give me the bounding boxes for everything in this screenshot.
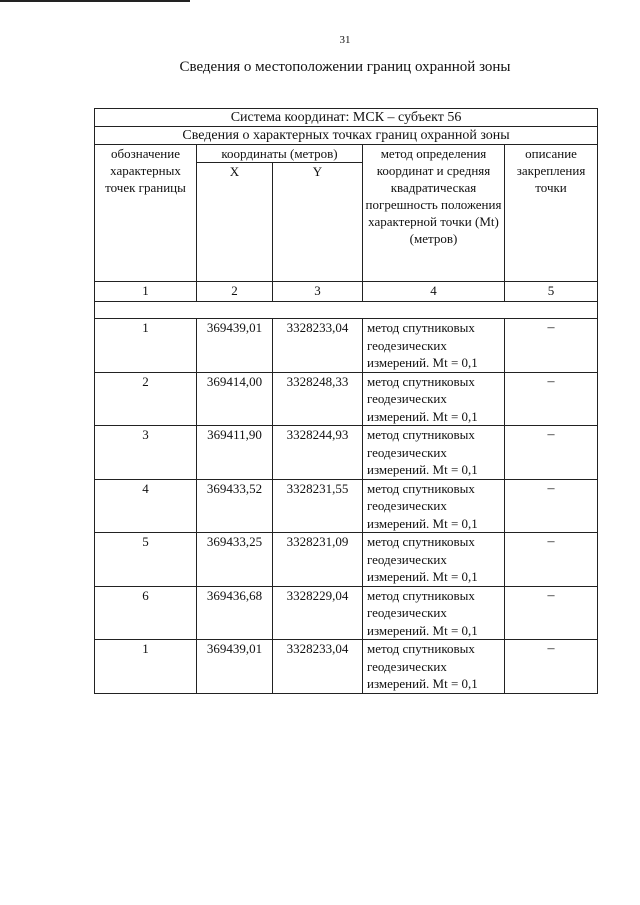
method-cell: метод спутниковых геодезических измерений. Mt = 0,1 [363,533,505,587]
table-row [95,640,598,694]
coordinate-system-cell: Система координат: МСК – субъект 56 [95,109,598,127]
x-cell: 369414,00 [197,372,273,426]
x-cell: 369439,01 [197,640,273,694]
header-description: описание закрепления точки [505,145,598,282]
point-cell: 2 [95,372,197,426]
point-cell: 4 [95,479,197,533]
description-cell: – [505,479,598,533]
y-cell: 3328233,04 [273,640,363,694]
y-cell: 3328248,33 [273,372,363,426]
point-cell: 6 [95,586,197,640]
x-cell: 369433,52 [197,479,273,533]
column-number: 1 [95,282,197,302]
y-cell: 3328229,04 [273,586,363,640]
x-cell: 369439,01 [197,319,273,373]
document-title: Сведения о местоположении границ охранной зоны [179,59,511,75]
column-number: 3 [273,282,363,302]
header-x: X [197,163,273,282]
table-row [95,479,598,533]
description-cell: – [505,372,598,426]
table-row [95,426,598,480]
y-cell: 3328244,93 [273,426,363,480]
y-cell: 3328231,55 [273,479,363,533]
coordinate-system-row [95,109,598,127]
spacer-row [95,302,598,319]
description-cell: – [505,533,598,587]
point-cell: 3 [95,426,197,480]
top-rule [0,0,190,2]
table-row [95,372,598,426]
page-number: 31 [339,34,351,46]
header-designation: обозначение характерных точек границы [95,145,197,282]
header-coordinates: координаты (метров) [197,145,363,163]
points-info-cell: Сведения о характерных точках границ охранной зоны [95,127,598,145]
column-number: 4 [363,282,505,302]
point-cell: 5 [95,533,197,587]
point-cell: 1 [95,640,197,694]
description-cell: – [505,640,598,694]
header-row-top [95,145,598,163]
table-row [95,586,598,640]
boundary-points-table [94,108,598,694]
header-y: Y [273,163,363,282]
spacer-cell [95,302,598,319]
column-number: 2 [197,282,273,302]
method-cell: метод спутниковых геодезических измерений. Mt = 0,1 [363,372,505,426]
x-cell: 369411,90 [197,426,273,480]
method-cell: метод спутниковых геодезических измерений. Mt = 0,1 [363,586,505,640]
method-cell: метод спутниковых геодезических измерений. Mt = 0,1 [363,426,505,480]
column-number: 5 [505,282,598,302]
header-method: метод определения координат и средняя квадратическая погрешность положения характерной точки (Mt) (метров) [363,145,505,282]
table-row [95,319,598,373]
method-cell: метод спутниковых геодезических измерений. Mt = 0,1 [363,640,505,694]
point-cell: 1 [95,319,197,373]
y-cell: 3328231,09 [273,533,363,587]
method-cell: метод спутниковых геодезических измерений. Mt = 0,1 [363,319,505,373]
points-info-row [95,127,598,145]
description-cell: – [505,426,598,480]
description-cell: – [505,586,598,640]
column-numbers-row [95,282,598,302]
description-cell: – [505,319,598,373]
method-cell: метод спутниковых геодезических измерений. Mt = 0,1 [363,479,505,533]
table-body [95,109,598,694]
table-row [95,533,598,587]
x-cell: 369436,68 [197,586,273,640]
y-cell: 3328233,04 [273,319,363,373]
x-cell: 369433,25 [197,533,273,587]
